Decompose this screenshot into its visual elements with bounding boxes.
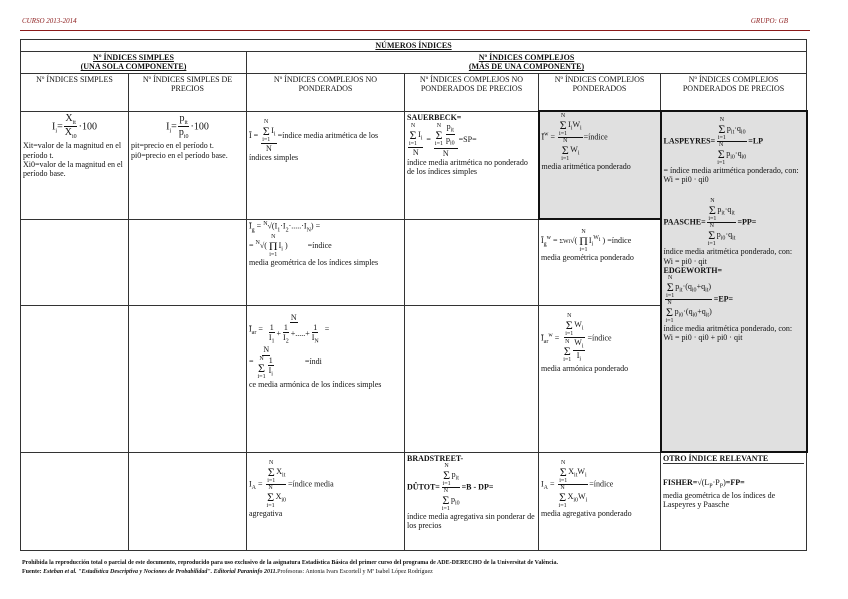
source-line: Fuente: Esteban et al. "Estadística Descriptiva y Nociones de Probabilidad". Editorial Paraninfo 2011.Profesoras: Antonia Ivars Escortell y Mª Isabel López Rodríguez: [22, 569, 433, 575]
weighted-price-indices-cell: LASPEYRES= N Σ i=1 $p_{it}\cdot q_{i0}$ N Σ i=1 $p_{i0}\cdot q_{i0}$ =LP = índice media aritmética ponderado, con: Wi = pi0 · qi0 PAASCHE= N Σ i=1 $p_{it}\cdot q_{it}$ N Σ i=1 $p_{i0}\cdot q_{it}$ =PP= índice media aritmética ponderado, con: Wi = pi0 · qit EDGEWORTH= N Σ i=1 $p_{it}\cdot(q_{i0}+q_{it})$ N Σ i=1 $p_{i0}\cdot(q_{i0}+q_{it})$ =EP= índice media aritmética ponderado, con: Wi = pi0 · qi0 + pi0 · qit: [661, 111, 807, 452]
weighted-harmonic-cell: $Ī_{ar}^w$ = N Σ i=1 $W_i$ N Σ i=1 $\frac{W_i}{I_i}$ =índice media armónica ponderado: [539, 305, 661, 452]
weighted-geometric-cell: $Ī_g^w = \Sigma Wi√$( N Π i=1 $I_i^{W_i}$ ) =índice media geométrica ponderado: [539, 219, 661, 305]
fisher-cell: OTRO ÍNDICE RELEVANTE $FISHER=√(L_P\cdot P_P)=FP=$ media geométrica de los índices de Laspeyres y Paasche: [661, 452, 807, 550]
sauerbeck-title: SAUERBECK=: [407, 112, 462, 122]
simple-index-def-t: Xit=valor de la magnitud en el período t.: [23, 141, 122, 160]
group-label: GRUPO: GB: [750, 17, 788, 25]
wgeo-label-a: =índice: [607, 235, 632, 245]
sauerbeck-cell: SAUERBECK= N Σ i=1 $I_i$ N = N Σ i=1 $\frac{p_{it}}{p_{i0}}$ N =SP= índice media aritmética no ponderado de los índices simples: [405, 111, 539, 219]
bradstreet-label: índice media agregativa sin ponderar de los precios: [407, 511, 535, 530]
bradstreet-title-b: DÛTOT=: [407, 482, 440, 492]
laspeyres-weight: Wi = pi0 · qi0: [663, 175, 709, 185]
wagg-label-a: =índice: [589, 478, 614, 488]
column-header: Nº ÍNDICES SIMPLES: [21, 73, 129, 111]
sauerbeck-label: índice media aritmética no ponderado de los índices simples: [407, 157, 528, 177]
edgeworth-weight: Wi = pi0 · qi0 + pi0 · qit: [663, 333, 743, 343]
other-index-title: OTRO ÍNDICE RELEVANTE: [663, 454, 804, 464]
header-divider: [20, 30, 810, 31]
geo-label-a: =índice: [307, 240, 332, 250]
arithmetic-mean-cell: Ī = N Σ i=1 $I_i$ N =índice media aritmética de los índices simples: [247, 111, 405, 219]
simple-index-cell: [21, 111, 129, 219]
laspeyres-label: = índice media aritmética ponderado, con:: [663, 166, 799, 176]
fisher-title: FISHER=: [663, 478, 698, 488]
edgeworth-result: =EP=: [713, 294, 734, 304]
price-index-formula: $I_i=$ $\frac{p_{it}}{p_{i0}}$ ·100: [166, 112, 209, 141]
bradstreet-dutot-cell: BRADSTREET- DÛTOT= N Σ i=1 $p_{it}$ N Σ i=1 $p_{i0}$ =B - DP= índice media agregativa sin ponderar de los precios: [405, 452, 539, 550]
geo-label-b: media geométrica de los índices simples: [249, 257, 379, 267]
agg-label-a: =índice media: [288, 478, 334, 488]
column-header: Nº ÍNDICES COMPLEJOS NO PONDERADOS DE PRECIOS: [405, 73, 539, 111]
column-header: Nº ÍNDICES COMPLEJOS NO PONDERADOS: [247, 73, 405, 111]
laspeyres-title: LASPEYRES=: [663, 136, 716, 146]
fisher-result: =FP=: [725, 478, 745, 488]
wharm-label-b: media armónica ponderado: [541, 363, 629, 373]
column-header: Nº ÍNDICES COMPLEJOS PONDERADOS: [539, 73, 661, 111]
simple-group-header: Nº ÍNDICES SIMPLES (UNA SOLA COMPONENTE): [21, 52, 247, 73]
weighted-arithmetic-cell: $Ī^w$ = N Σ i=1 $I_iW_i$ N Σ i=1 $W_i$ =índice media aritmética ponderado: [539, 111, 661, 219]
simple-index-formula: $I_i=$ $\frac{X_{it}}{X_{i0}}$ ·100: [52, 112, 97, 141]
geometric-mean-cell: $Ī_g = ^N√(I_1\cdot I_2\cdot.....\cdot I_N)$ = = $^N$√( N Π i=1 $I_i$ ) =índice media geométrica de los índices simples: [247, 219, 405, 305]
weighted-arith-label-b: media aritmética ponderado: [541, 162, 631, 172]
price-def-0: pi0=precio en el período base.: [131, 150, 228, 160]
bradstreet-result: =B - DP=: [461, 482, 494, 492]
simple-index-def-0: Xi0=valor de la magnitud en el período base.: [23, 159, 123, 178]
page-title: NÚMEROS ÍNDICES: [21, 40, 807, 52]
aggregative-cell: $I_A$ = N Σ i=1 $X_{it}$ N Σ i=1 $X_{i0}$ =índice media agregativa: [247, 452, 405, 550]
paasche-title: PAASCHE=: [663, 217, 706, 227]
paasche-label: índice media aritmética ponderado, con:: [663, 247, 793, 257]
weighted-aggregative-cell: $I_A$ = N Σ i=1 $X_{it}W_i$ N Σ i=1 $X_{i0}W_i$ =índice media agregativa ponderado: [539, 452, 661, 550]
complex-group-header: Nº ÍNDICES COMPLEJOS (MÁS DE UNA COMPONENTE): [247, 52, 807, 73]
bradstreet-title-a: BRADSTREET-: [407, 453, 464, 463]
wgeo-label-b: media geométrica ponderado: [541, 253, 634, 263]
copyright-notice: Prohibida la reproducción total o parcial de este documento, reproducido para uso exclusivo de la asignatura Estadística Básica del primer curso del programa de ADE-DERECHO de la Universitat de València.: [22, 560, 558, 566]
sauerbeck-result: =SP=: [458, 134, 477, 144]
paasche-weight: Wi = pi0 · qit: [663, 256, 707, 266]
laspeyres-result: =LP: [748, 136, 764, 146]
column-header: Nº ÍNDICES COMPLEJOS PONDERADOS DE PRECIOS: [661, 73, 807, 111]
edgeworth-label: índice media aritmética ponderado, con:: [663, 324, 793, 333]
paasche-result: =PP=: [737, 217, 757, 227]
course-label: CURSO 2013-2014: [22, 17, 77, 25]
arithmetic-mean-label: =índice media aritmética de los índices simples: [249, 130, 379, 162]
harm-label-b: ce media armónica de los índices simples: [249, 379, 382, 389]
wagg-label-b: media agregativa ponderado: [541, 508, 632, 518]
wharm-label-a: =índice: [587, 332, 612, 342]
index-numbers-table: [20, 39, 808, 551]
price-index-cell: [129, 111, 247, 219]
edgeworth-title: EDGEWORTH=: [663, 265, 723, 275]
harmonic-mean-cell: $Ī_{ar}$ = N $\frac{1}{I_1}$ + $\frac{1}{I_2}$ +.....+ $\frac{1}{I_N}$ = = N N Σ i=1 $\frac{1}{I_i}$ =índi ce media armónica de los índices simples: [247, 305, 405, 452]
agg-label-b: agregativa: [249, 508, 283, 518]
harm-label-a: =índi: [304, 357, 322, 367]
price-def-t: pit=precio en el período t.: [131, 141, 214, 151]
column-header: Nº ÍNDICES SIMPLES DE PRECIOS: [129, 73, 247, 111]
weighted-arith-label-a: =índice: [583, 132, 608, 142]
fisher-label: media geométrica de los índices de Laspeyres y Paasche: [663, 490, 776, 509]
